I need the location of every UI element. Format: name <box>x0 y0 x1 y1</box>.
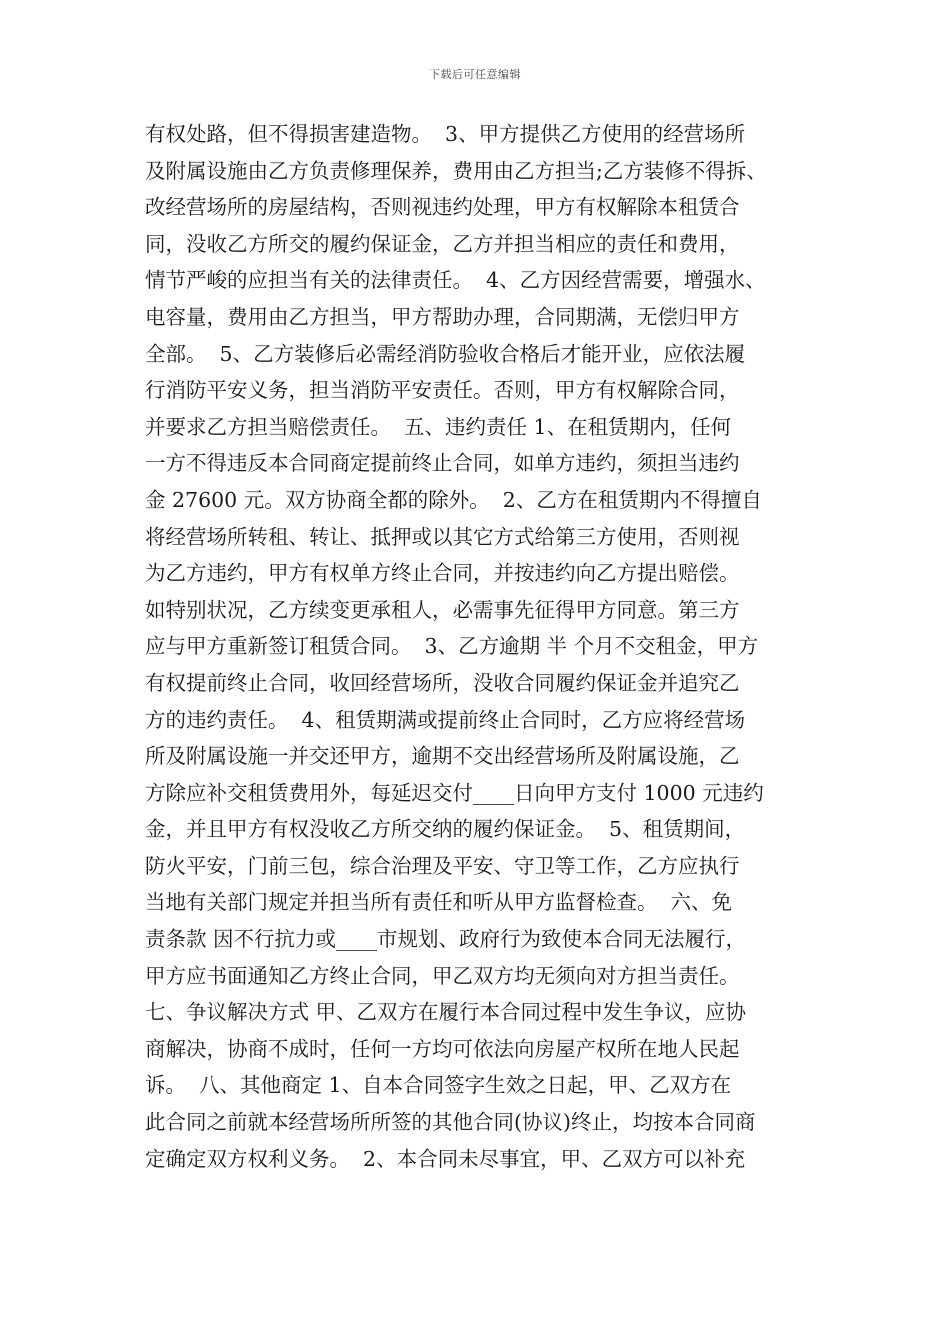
contract-body-text <box>145 116 810 1177</box>
text-line: 金 27600 元。双方协商全都的除外。 2、乙方在租赁期内不得擅自 <box>145 487 762 512</box>
text-line: 改经营场所的房屋结构，否则视违约处理，甲方有权解除本租赁合 <box>145 195 740 220</box>
text-line: 诉。 八、其他商定 1、自本合同签字生效之日起，甲、乙双方在 <box>145 1073 732 1098</box>
text-line: 方的违约责任。 4、租赁期满或提前终止合同时，乙方应将经营场 <box>145 707 746 732</box>
text-line: 甲方应书面通知乙方终止合同，甲乙双方均无须向对方担当责任。 <box>145 963 740 988</box>
text-line: 当地有关部门规定并担当所有责任和听从甲方监督检查。 六、免 <box>145 890 733 915</box>
text-line: 此合同之前就本经营场所所签的其他合同(协议)终止，均按本合同商 <box>145 1110 756 1135</box>
text-line: 电容量，费用由乙方担当，甲方帮助办理，合同期满，无偿归甲方 <box>145 304 740 329</box>
text-line: 方除应补交租赁费用外，每延迟交付____日向甲方支付 1000 元违约 <box>145 780 764 805</box>
text-line: 七、争议解决方式 甲、乙双方在履行本合同过程中发生争议，应协 <box>145 1000 747 1025</box>
text-line: 防火平安，门前三包，综合治理及平安、守卫等工作，乙方应执行 <box>145 853 740 878</box>
text-line: 为乙方违约，甲方有权单方终止合同，并按违约向乙方提出赔偿。 <box>145 561 740 586</box>
page-header-note: 下载后可任意编辑 <box>429 68 521 81</box>
text-line: 应与甲方重新签订租赁合同。 3、乙方逾期 半 个月不交租金，甲方 <box>145 634 759 659</box>
text-line: 有权处路，但不得损害建造物。 3、甲方提供乙方使用的经营场所 <box>145 122 746 146</box>
text-line: 责条款 因不行抗力或____市规划、政府行为致使本合同无法履行， <box>145 927 747 952</box>
text-line: 定确定双方权利义务。 2、本合同未尽事宜，甲、乙双方可以补充 <box>145 1146 746 1171</box>
text-line: 情节严峻的应担当有关的法律责任。 4、乙方因经营需要，增强水、 <box>145 268 766 293</box>
text-line: 一方不得违反本合同商定提前终止合同，如单方违约，须担当违约 <box>145 451 740 476</box>
text-line: 金，并且甲方有权没收乙方所交纳的履约保证金。 5、租赁期间， <box>145 817 746 842</box>
text-line: 同，没收乙方所交的履约保证金，乙方并担当相应的责任和费用， <box>145 231 740 256</box>
text-line: 有权提前终止合同，收回经营场所，没收合同履约保证金并追究乙 <box>145 670 740 695</box>
text-line: 商解决，协商不成时，任何一方均可依法向房屋产权所在地人民起 <box>145 1036 740 1061</box>
text-line: 及附属设施由乙方负责修理保养，费用由乙方担当;乙方装修不得拆、 <box>145 158 767 183</box>
text-line: 全部。 5、乙方装修后必需经消防验收合格后才能开业，应依法履 <box>145 341 746 366</box>
text-line: 如特别状况，乙方续变更承租人，必需事先征得甲方同意。第三方 <box>145 597 740 622</box>
text-line: 所及附属设施一并交还甲方，逾期不交出经营场所及附属设施，乙 <box>145 744 740 769</box>
text-line: 并要求乙方担当赔偿责任。 五、违约责任 1、在租赁期内，任何 <box>145 414 732 439</box>
text-line: 行消防平安义务，担当消防平安责任。否则，甲方有权解除合同， <box>145 378 740 403</box>
text-line: 将经营场所转租、转让、抵押或以其它方式给第三方使用，否则视 <box>145 524 740 549</box>
